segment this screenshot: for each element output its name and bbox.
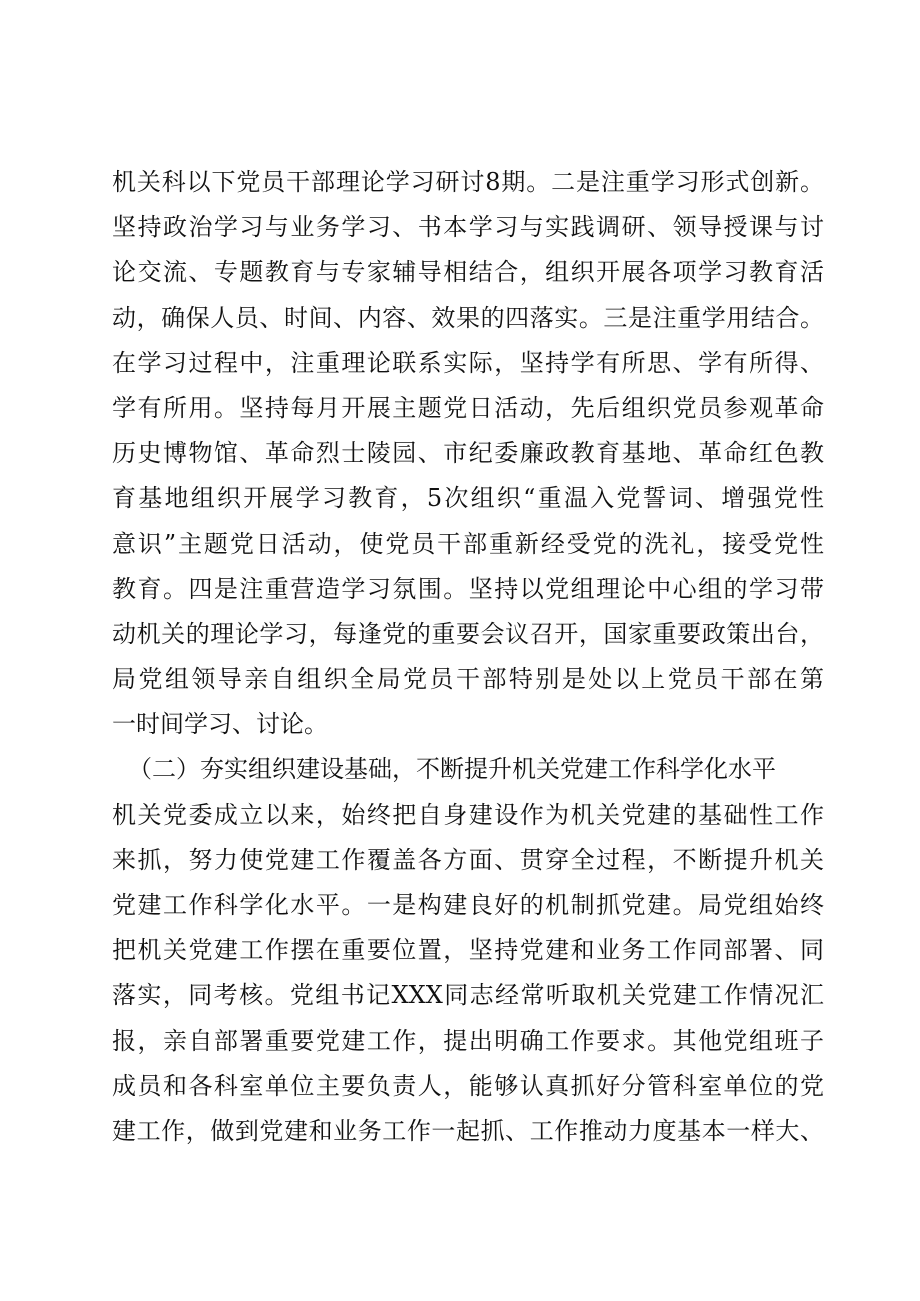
- text-line-9: 意识”主题党日活动，使党员干部重新经受党的洗礼，接受党性: [112, 529, 824, 558]
- text-line-2: 坚持政治学习与业务学习、书本学习与实践调研、领导授课与讨: [112, 213, 824, 242]
- text-line-3: 论交流、专题教育与专家辅导相结合，组织开展各项学习教育活: [112, 258, 824, 287]
- text-line-12: 局党组领导亲自组织全局党员干部特别是处以上党员干部在第: [112, 665, 824, 694]
- text-line-1: 机关科以下党员干部理论学习研讨8期。二是注重学习形式创新。: [112, 168, 824, 196]
- text-line-21: 成员和各科室单位主要负责人，能够认真抓好分管科室单位的党: [112, 1071, 824, 1100]
- text-line-19: 落实，同考核。党组书记XXX同志经常听取机关党建工作情况汇: [112, 981, 824, 1010]
- text-line-18: 把机关党建工作摆在重要位置，坚持党建和业务工作同部署、同: [112, 936, 824, 965]
- document-body: [112, 160, 824, 1154]
- text-line-15: 机关党委成立以来，始终把自身建设作为机关党建的基础性工作: [112, 800, 824, 829]
- text-line-10: 教育。四是注重营造学习氛围。坚持以党组理论中心组的学习带: [112, 574, 824, 603]
- section-heading: （二）夯实组织建设基础，不断提升机关党建工作科学化水平: [128, 755, 776, 784]
- text-line-7: 历史博物馆、革命烈士陵园、市纪委廉政教育基地、革命红色教: [112, 439, 824, 468]
- text-line-20: 报，亲自部署重要党建工作，提出明确工作要求。其他党组班子: [112, 1026, 824, 1055]
- text-line-13: 一时间学习、讨论。: [112, 710, 328, 739]
- text-line-16: 来抓，努力使党建工作覆盖各方面、贯穿全过程，不断提升机关: [112, 845, 824, 874]
- text-line-4: 动，确保人员、时间、内容、效果的四落实。三是注重学用结合。: [112, 303, 824, 332]
- text-line-22: 建工作，做到党建和业务工作一起抓、工作推动力度基本一样大、: [112, 1116, 824, 1145]
- text-line-5: 在学习过程中，注重理论联系实际，坚持学有所思、学有所得、: [112, 348, 824, 377]
- text-line-17: 党建工作科学化水平。一是构建良好的机制抓党建。局党组始终: [112, 891, 824, 919]
- text-line-6: 学有所用。坚持每月开展主题党日活动，先后组织党员参观革命: [112, 393, 824, 422]
- text-line-11: 动机关的理论学习，每逢党的重要会议召开，国家重要政策出台，: [112, 619, 824, 648]
- text-line-8: 育基地组织开展学习教育，5次组织“重温入党誓词、增强党性: [112, 484, 824, 513]
